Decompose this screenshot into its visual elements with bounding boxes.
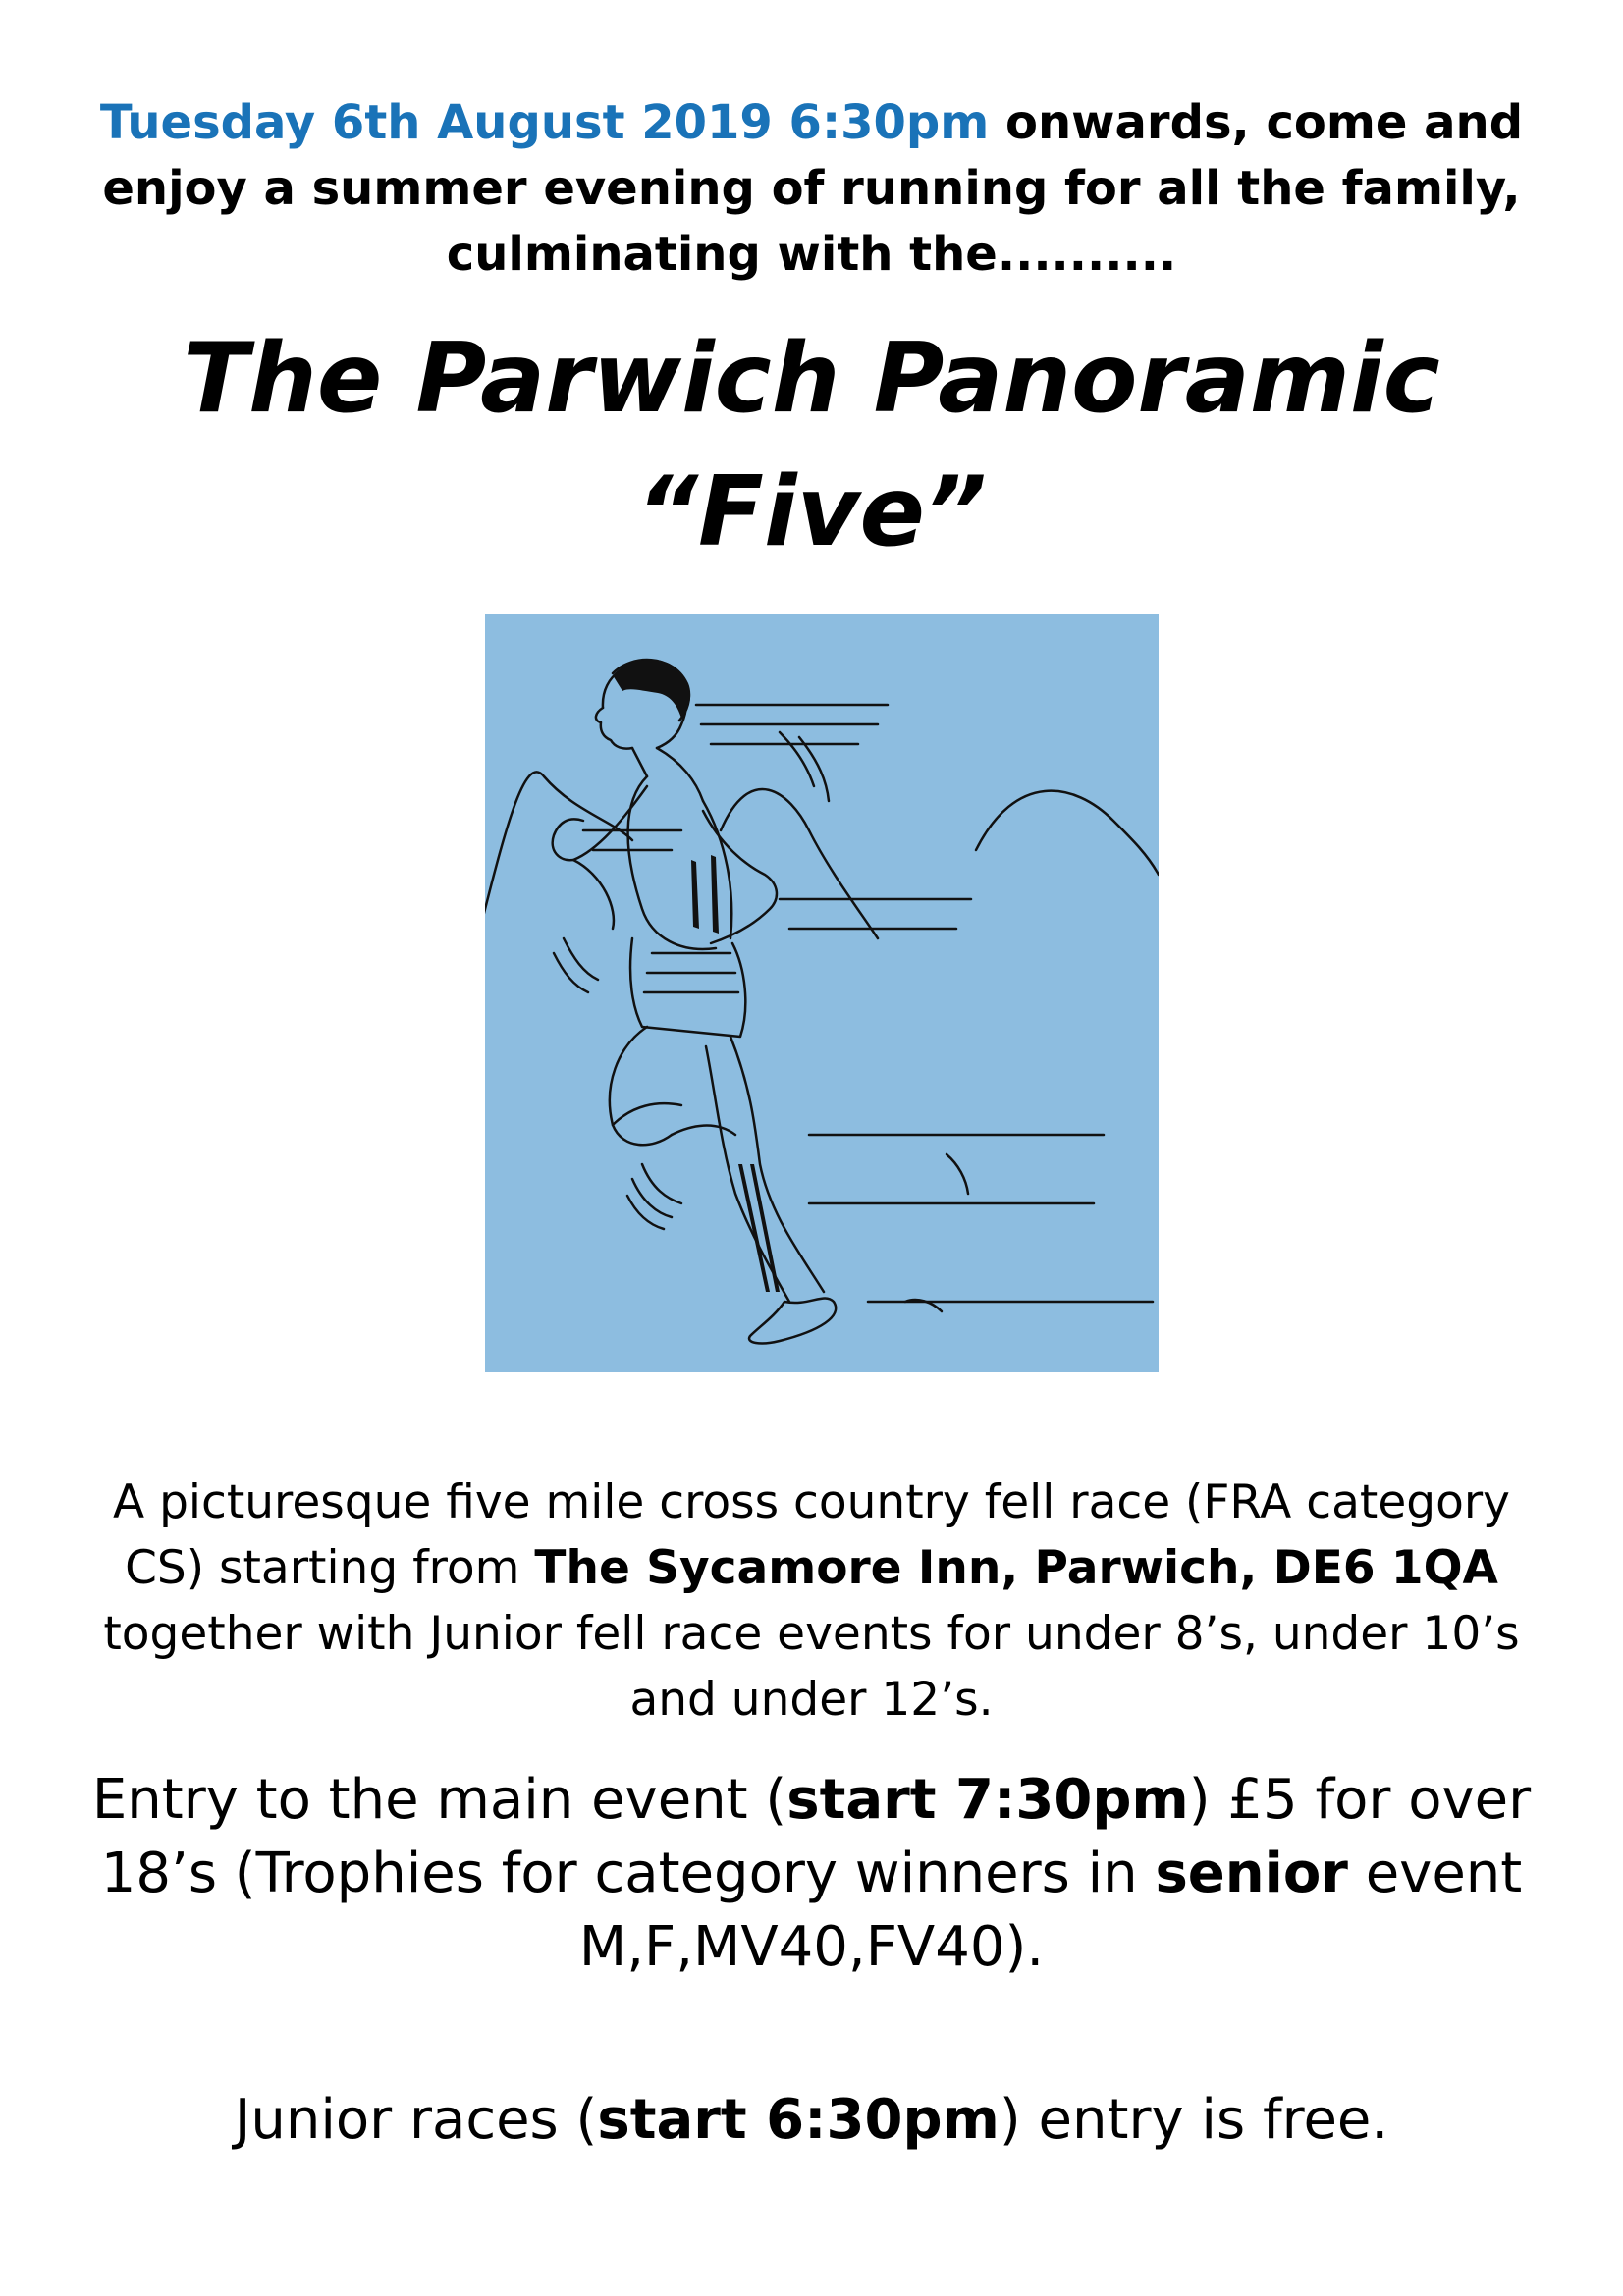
runner-image [485, 614, 1159, 1372]
running-man-illustration-icon [485, 614, 1159, 1372]
entry-info [88, 1763, 1535, 1984]
page-title [59, 312, 1564, 579]
entry-part-3: event M,F,MV40,FV40). [578, 1842, 1523, 1979]
description-part-2: together with Junior fell race events for under 8’s, under 10’s and under 12’s. [103, 1607, 1520, 1727]
title-line-2: “Five” [635, 456, 988, 568]
event-date: Tuesday 6th August 2019 6:30pm [99, 95, 990, 150]
intro-text [88, 90, 1535, 288]
junior-info [88, 2083, 1535, 2157]
intro-rest: onwards, come and enjoy a summer evening of running for all the family, culminating with the.......... [102, 95, 1524, 282]
main-start-time: start 7:30pm [786, 1768, 1189, 1832]
title-line-1: The Parwich Panoramic [183, 323, 1440, 435]
junior-part-1: Junior races ( [234, 2088, 598, 2152]
description-part-1: A picturesque five mile cross country fell race (FRA category CS) starting from [113, 1475, 1510, 1595]
venue-address: The Sycamore Inn, Parwich, DE6 1QA [534, 1541, 1498, 1595]
race-description [88, 1469, 1535, 1733]
entry-part-2: ) £5 for over 18’s (Trophies for category winners in [100, 1768, 1532, 1905]
junior-start-time: start 6:30pm [597, 2088, 1000, 2152]
senior-label: senior [1155, 1842, 1348, 1905]
entry-part-1: Entry to the main event ( [91, 1768, 787, 1832]
junior-part-2: ) entry is free. [999, 2088, 1389, 2152]
